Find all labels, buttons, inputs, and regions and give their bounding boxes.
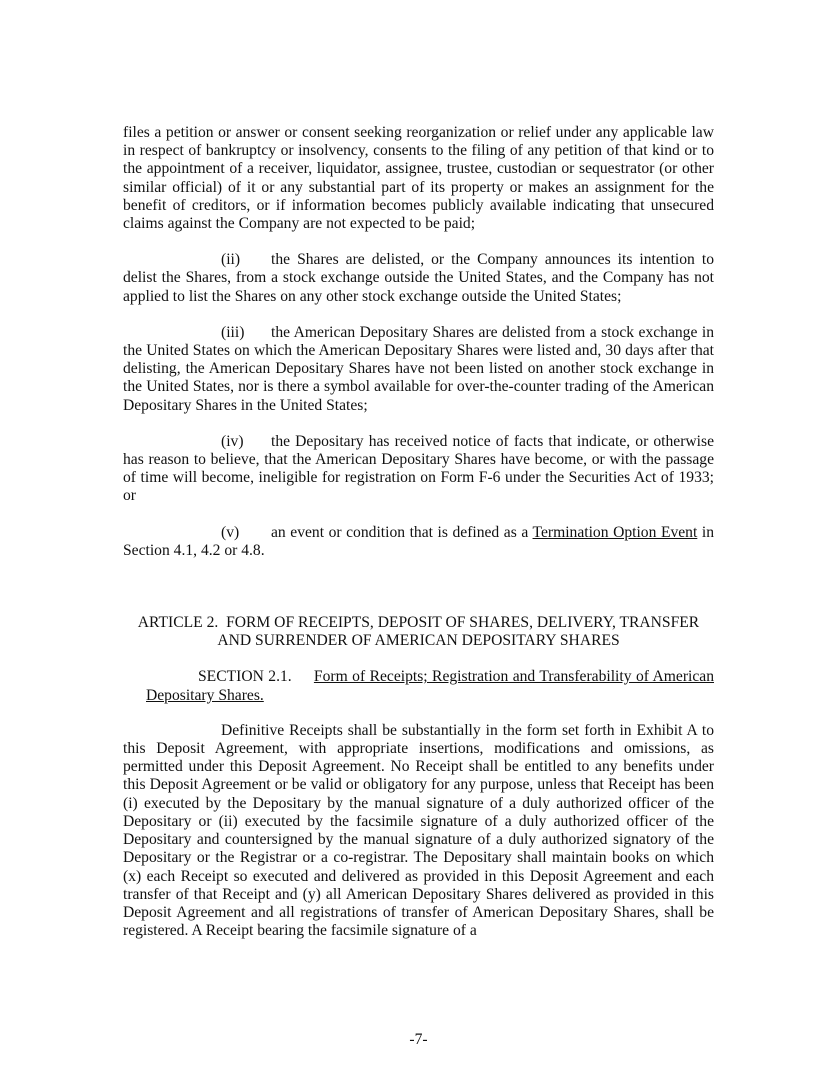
section-heading xyxy=(146,668,714,704)
body-paragraph: Definitive Receipts shall be substantially in the form set forth in Exhibit A to this Deposit Agreement, with appropriate insertions, modifications and omissions, as permitted under this Deposit Agreement. No Receipt shall be entitled to any benefits under this Deposit Agreement or be valid or obligatory for any purpose, unless that Receipt has been (i) executed by the Depositary by the manual signature of a duly authorized officer of the Depositary or (ii) executed by the facsimile signature of a duly authorized officer of the Depositary and countersigned by the manual signature of a duly authorized signatory of the Depositary or the Registrar or a co-registrar. The Depositary shall maintain books on which (x) each Receipt so executed and delivered as provided in this Deposit Agreement and each transfer of that Receipt and (y) all American Depositary Shares delivered as provided in this Deposit Agreement and all registrations of transfer of American Depositary Shares, shall be registered. A Receipt bearing the facsimile signature of a xyxy=(123,721,714,940)
document-page xyxy=(123,124,714,940)
item-label: (iii) xyxy=(221,323,245,341)
item-label: (ii) xyxy=(221,251,241,269)
list-item-iii xyxy=(123,324,714,415)
item-text: the American Depositary Shares are delisted from a stock exchange in the United States on which the American Depositary Shares were listed and, 30 days after that delisting, the American Depositary Shares have not been listed on another stock exchange in the United States, nor is there a symbol available for over-the-counter trading of the American Depositary Shares in the United States; xyxy=(123,323,714,414)
item-text-before: an event or condition that is defined as a xyxy=(271,523,533,541)
item-label: (iv) xyxy=(221,432,244,450)
list-item-v xyxy=(123,524,714,560)
section-title: Form of Receipts; Registration and Transferability of American Depositary Shares. xyxy=(146,668,714,704)
article-heading-line2: AND SURRENDER OF AMERICAN DEPOSITARY SHARES xyxy=(217,632,620,650)
defined-term-link: Termination Option Event xyxy=(532,523,698,541)
item-label: (v) xyxy=(221,523,240,541)
item-text-after: in Section 4.1, 4.2 or 4.8. xyxy=(123,523,715,559)
article-heading xyxy=(123,614,714,650)
section-number: SECTION 2.1. xyxy=(198,668,292,686)
list-item-ii xyxy=(123,251,714,306)
page-number: -7- xyxy=(409,1031,428,1048)
continuation-paragraph: files a petition or answer or consent seeking reorganization or relief under any applicable law in respect of bankruptcy or insolvency, consents to the filing of any petition of that kind or to the appointment of a receiver, liquidator, assignee, trustee, custodian or sequestrator (or other similar official) of it or any substantial part of its property or makes an assignment for the benefit of creditors, or if information becomes publicly available indicating that unsecured claims against the Company are not expected to be paid; xyxy=(123,124,714,233)
article-heading-line1: ARTICLE 2. FORM OF RECEIPTS, DEPOSIT OF SHARES, DELIVERY, TRANSFER xyxy=(137,614,700,632)
item-text: the Depositary has received notice of facts that indicate, or otherwise has reason to believe, that the American Depositary Shares have become, or with the passage of time will become, ineligible for registration on Form F-6 under the Securities Act of 1933; or xyxy=(123,432,714,505)
item-text: the Shares are delisted, or the Company announces its intention to delist the Shares, from a stock exchange outside the United States, and the Company has not applied to list the Shares on any other stock exchange outside the United States; xyxy=(123,251,714,305)
list-item-iv xyxy=(123,433,714,506)
